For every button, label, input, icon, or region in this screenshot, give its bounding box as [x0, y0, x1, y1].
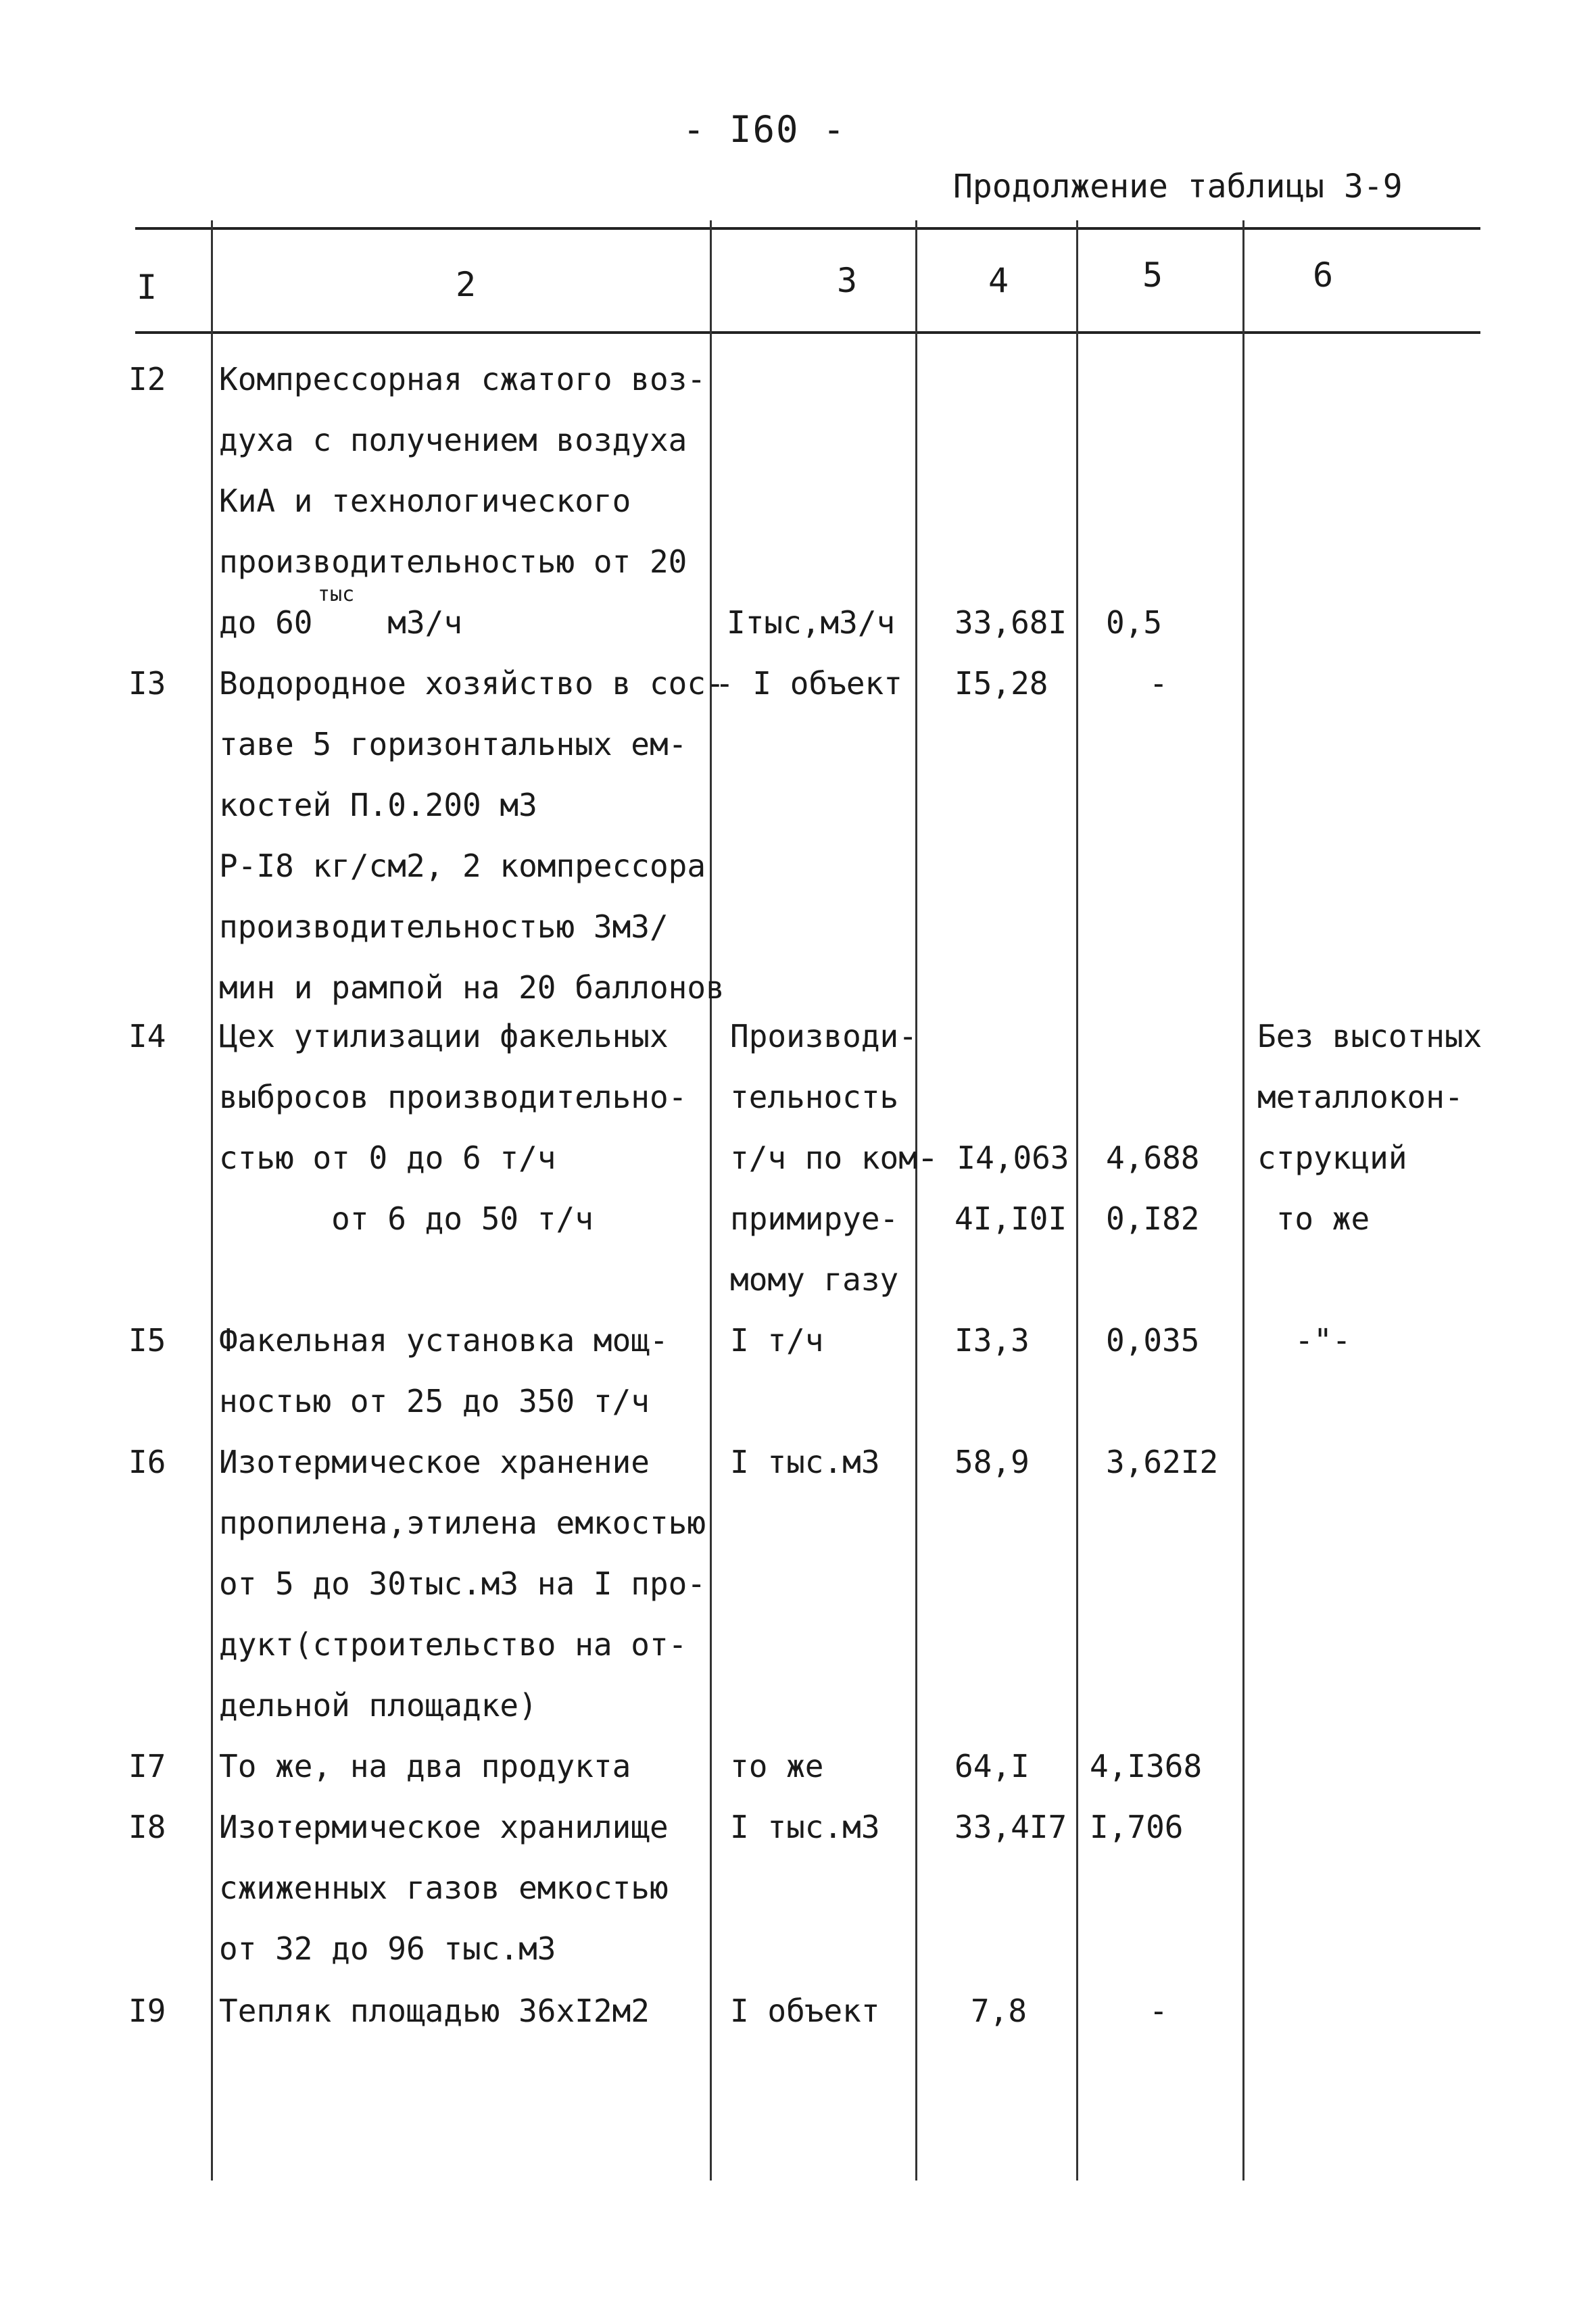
row-value: - — [1149, 1993, 1168, 2029]
row-note-line: Без высотных — [1257, 1018, 1482, 1054]
column-divider-2 — [710, 220, 712, 2180]
row-unit-line: Iтыс,м3/ч — [727, 604, 896, 641]
row-number: I5 — [128, 1322, 166, 1359]
row-description-line: костей П.0.200 м3 — [219, 787, 537, 823]
row-cost-value: 7,8 — [971, 1993, 1027, 2029]
row-description-line: пропилена,этилена емкостью — [219, 1505, 706, 1541]
row-description-line: Компрессорная сжатого воз- — [219, 361, 706, 397]
row-description-line: от 5 до 30тыс.м3 на I про- — [219, 1565, 706, 1602]
row-cost-value: 4I,I0I — [954, 1200, 1067, 1237]
row-cost-value: 58,9 — [954, 1444, 1030, 1480]
row-cost-value: 33,4I7 — [954, 1809, 1067, 1845]
row-description-line: дельной площадке) — [219, 1687, 537, 1724]
row-description-line: Тепляк площадью 36хI2м2 — [219, 1993, 650, 2029]
row-note-line: -"- — [1257, 1322, 1351, 1359]
row-note-line: струкций — [1257, 1140, 1407, 1176]
row-number: I2 — [128, 361, 166, 397]
row-description-line: производительностью 3м3/ — [219, 908, 669, 945]
row-description-superscript: тыс — [318, 583, 355, 606]
row-description-line: мин и рампой на 20 баллонов — [219, 969, 725, 1006]
row-description-line: от 32 до 96 тыс.м3 — [219, 1930, 556, 1967]
row-description-line: дукт(строительство на от- — [219, 1626, 687, 1663]
row-cost-value: 33,68I — [954, 604, 1067, 641]
row-value: 0,035 — [1106, 1322, 1200, 1359]
row-value: 3,62I2 — [1106, 1444, 1219, 1480]
row-cost-value: - I4,063 — [919, 1140, 1069, 1176]
row-value: 0,I82 — [1106, 1200, 1200, 1237]
row-description-line: таве 5 горизонтальных ем- — [219, 726, 687, 762]
row-value: - — [1149, 665, 1168, 702]
column-divider-5 — [1242, 220, 1244, 2180]
row-description-line: производительностью от 20 — [219, 543, 687, 580]
row-cost-value: 64,I — [954, 1748, 1030, 1784]
header-bottom-rule — [135, 331, 1480, 334]
row-unit-line: I тыс.м3 — [730, 1444, 880, 1480]
row-number: I9 — [128, 1993, 166, 2029]
row-description-line: Р-I8 кг/см2, 2 компрессора — [219, 848, 706, 884]
row-value: I,706 — [1090, 1809, 1184, 1845]
row-unit-line: I объект — [730, 1993, 880, 2029]
row-value: 4,688 — [1106, 1140, 1200, 1176]
header-col-5: 5 — [1142, 255, 1163, 295]
column-divider-4 — [1076, 220, 1078, 2180]
header-col-1: I — [137, 268, 158, 307]
header-col-3: 3 — [837, 261, 858, 300]
row-unit-line: Производи- — [730, 1018, 917, 1054]
row-number: I4 — [128, 1018, 166, 1054]
row-description-line: стью от 0 до 6 т/ч — [219, 1140, 556, 1176]
row-note-line: то же — [1257, 1200, 1370, 1237]
row-cost-value: I3,3 — [954, 1322, 1030, 1359]
row-description-line: Изотермическое хранилище — [219, 1809, 669, 1845]
row-number: I6 — [128, 1444, 166, 1480]
row-unit-line: мому газу — [730, 1261, 899, 1298]
row-value: 0,5 — [1106, 604, 1163, 641]
header-col-2: 2 — [456, 265, 477, 304]
row-unit-line: то же — [730, 1748, 824, 1784]
row-number: I3 — [128, 665, 166, 702]
row-description-line: Факельная установка мощ- — [219, 1322, 669, 1359]
row-description-line: Изотермическое хранение — [219, 1444, 650, 1480]
row-value: 4,I368 — [1090, 1748, 1203, 1784]
row-description-line: То же, на два продукта — [219, 1748, 631, 1784]
row-unit-line: т/ч по ком- — [730, 1140, 936, 1176]
column-divider-3 — [915, 220, 917, 2180]
row-description-line: ностью от 25 до 350 т/ч — [219, 1383, 650, 1419]
row-number: I8 — [128, 1809, 166, 1845]
row-unit-line: примируе- — [730, 1200, 899, 1237]
row-unit-line: - I объект — [715, 665, 902, 702]
row-description-line: от 6 до 50 т/ч — [219, 1200, 594, 1237]
row-description-line: Цех утилизации факельных — [219, 1018, 669, 1054]
row-description-line: духа с получением воздуха — [219, 422, 687, 458]
row-number: I7 — [128, 1748, 166, 1784]
row-description-line: Водородное хозяйство в сос- — [219, 665, 725, 702]
row-description-line: КиА и технологического — [219, 483, 631, 519]
header-col-6: 6 — [1313, 255, 1334, 295]
page-number: - I60 - — [683, 108, 846, 151]
row-unit-line: I тыс.м3 — [730, 1809, 880, 1845]
row-cost-value: I5,28 — [954, 665, 1048, 702]
table-top-rule — [135, 227, 1480, 230]
row-description-line: до 60 м3/ч — [219, 604, 463, 641]
row-unit-line: тельность — [730, 1079, 899, 1115]
column-divider-1 — [211, 220, 213, 2180]
header-col-4: 4 — [988, 261, 1009, 300]
table-continuation-caption: Продолжение таблицы 3-9 — [953, 168, 1403, 205]
row-unit-line: I т/ч — [730, 1322, 824, 1359]
row-description-line: выбросов производительно- — [219, 1079, 687, 1115]
row-description-line: сжиженных газов емкостью — [219, 1870, 669, 1906]
row-note-line: металлокон- — [1257, 1079, 1464, 1115]
